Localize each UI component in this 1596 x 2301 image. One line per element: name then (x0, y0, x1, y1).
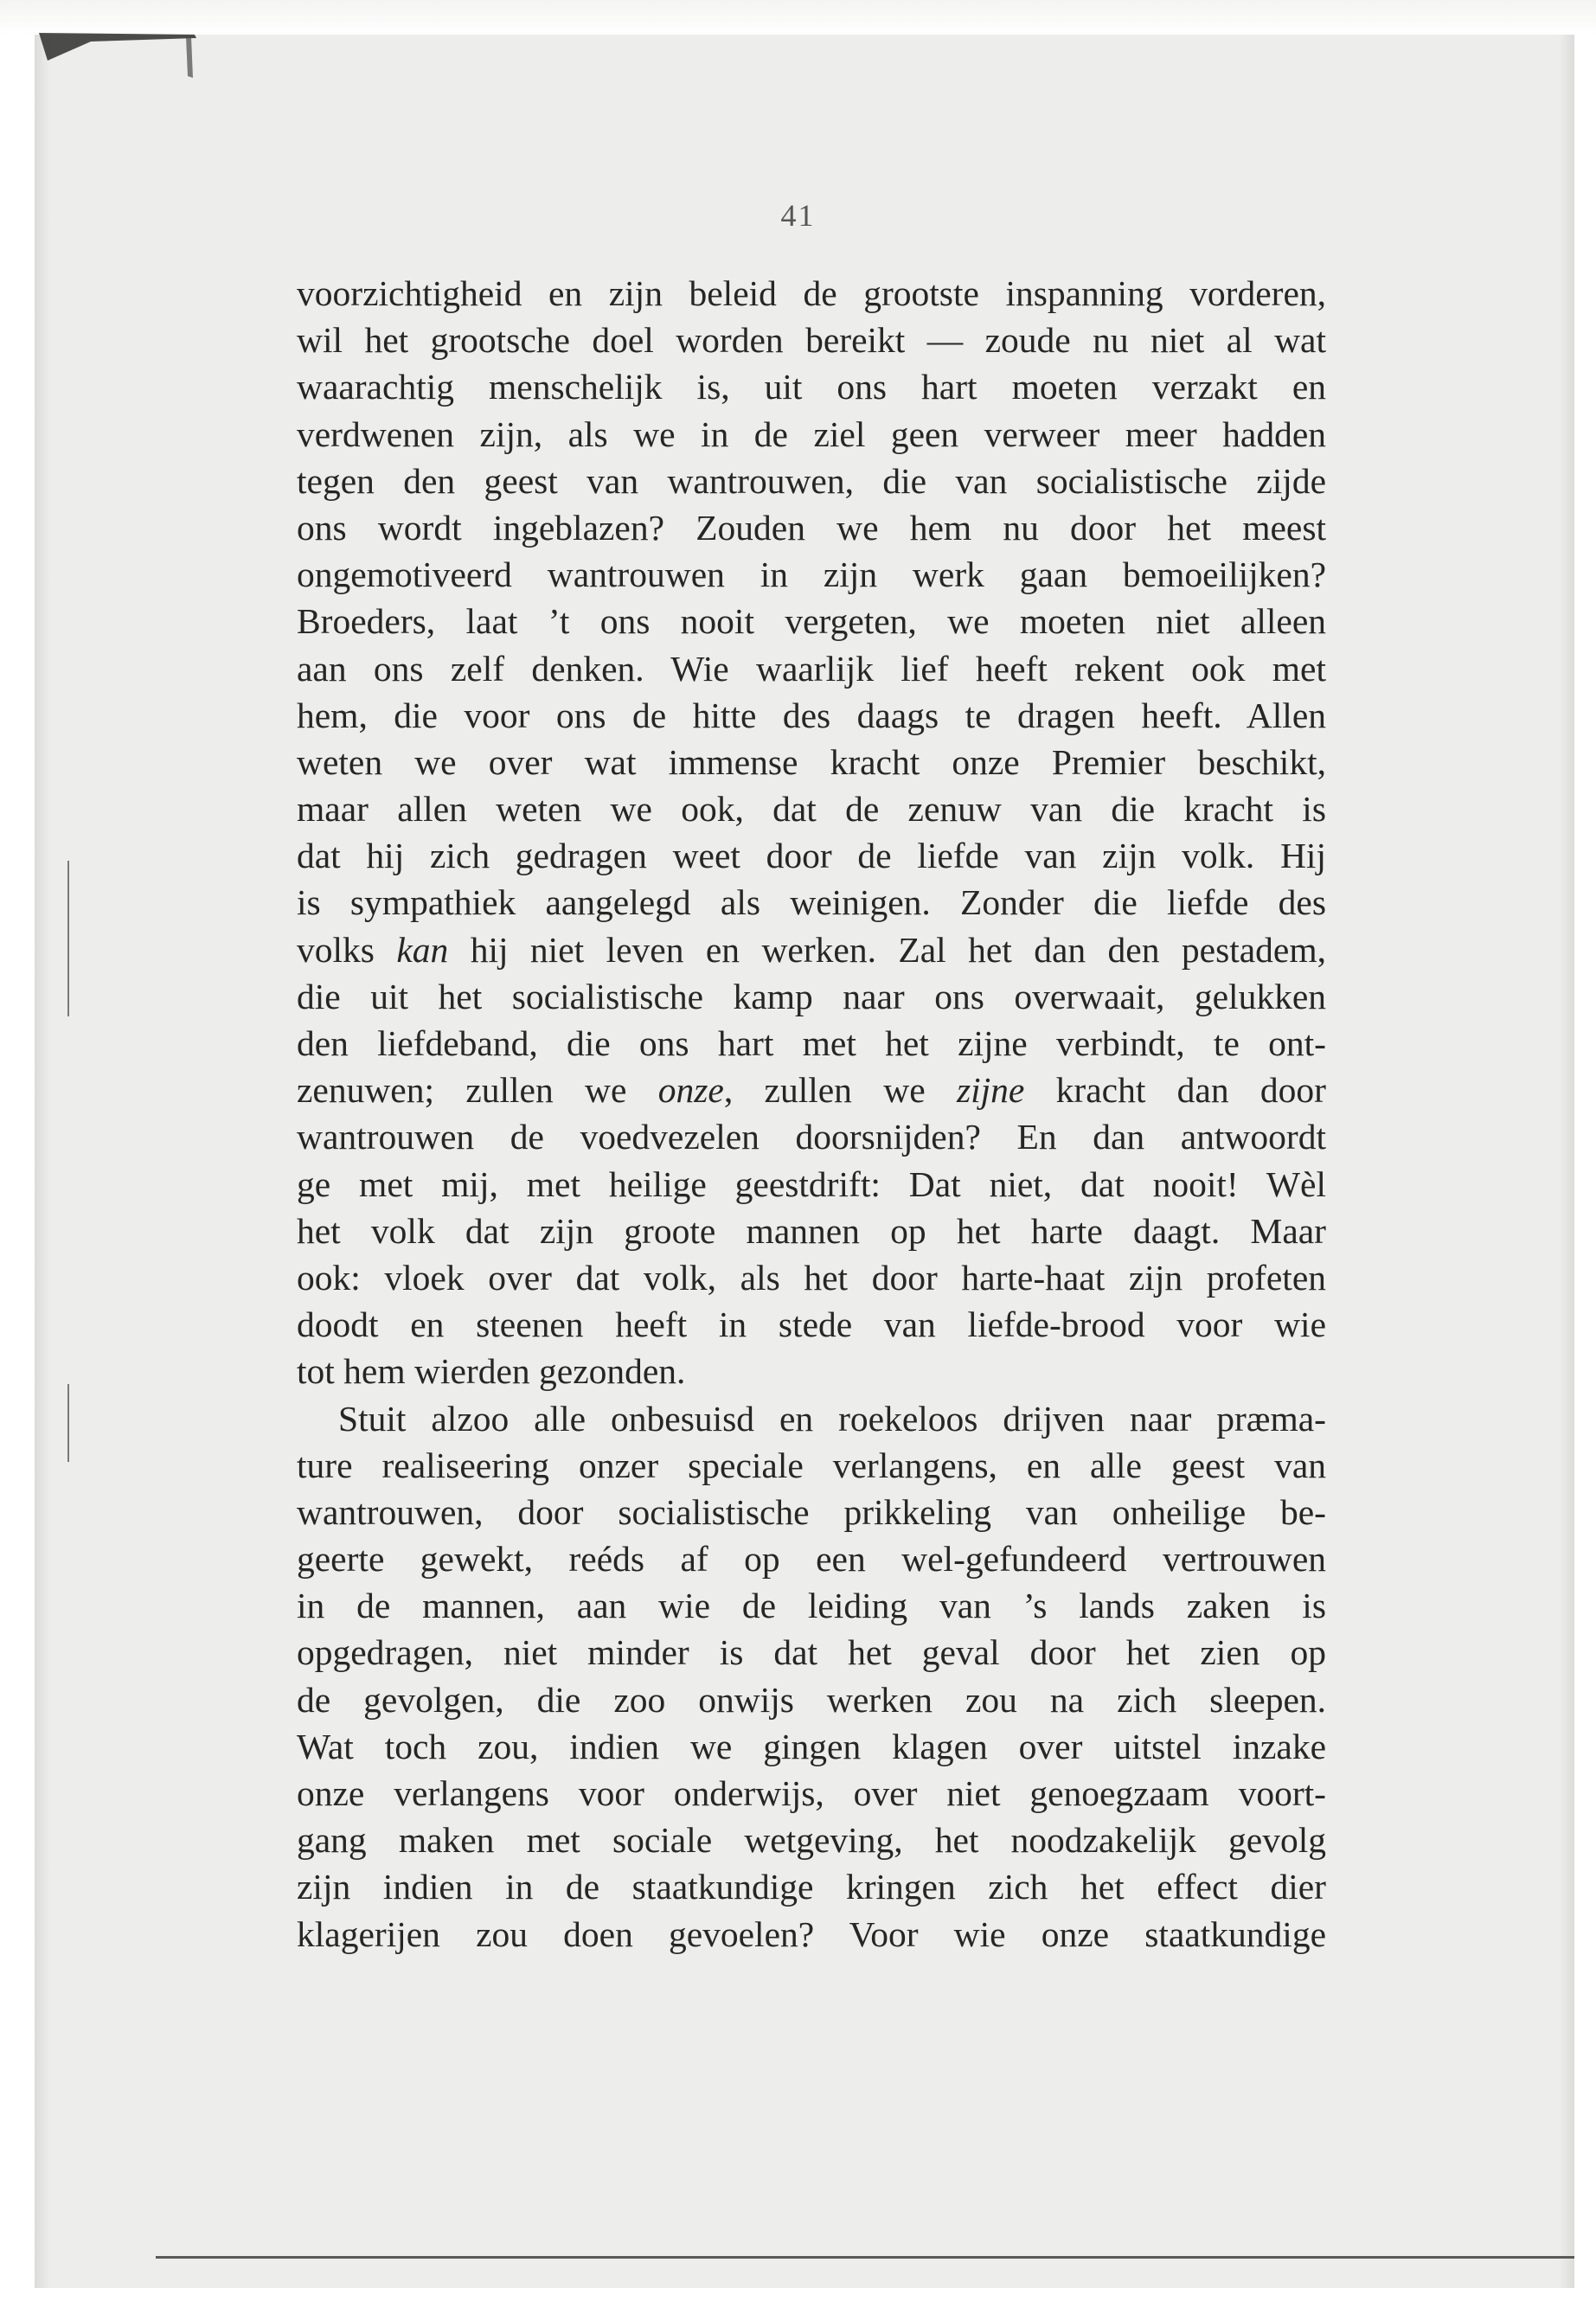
text-line (297, 645, 1326, 692)
text-run: Stuit alzoo alle onbesuisd en roekeloos drijven naar præma- (338, 1398, 1326, 1439)
text-run: tot hem wierden gezonden. (297, 1351, 686, 1392)
text-line (297, 785, 1326, 832)
text-run: ongemotiveerd wantrouwen in zijn werk gaan bemoeilijken? (297, 554, 1326, 595)
text-run: zijn indien in de staatkundige kringen zich het effect dier (297, 1867, 1326, 1907)
text-run: het volk dat zijn groote mannen op het harte daagt. Maar (297, 1210, 1326, 1251)
text-line (297, 598, 1326, 644)
page-left-edge-shadow (35, 35, 50, 2288)
text-line (297, 317, 1326, 363)
text-line (297, 1113, 1326, 1160)
text-run: in de mannen, aan wie de leiding van ’s lands zaken is (297, 1586, 1326, 1626)
text-run: maar allen weten we ook, dat de zenuw van die kracht is (297, 789, 1326, 830)
body-text (297, 270, 1326, 1958)
text-line (297, 411, 1326, 458)
text-line (297, 879, 1326, 926)
text-line (297, 1067, 1326, 1113)
text-line (297, 692, 1326, 739)
text-line (297, 1676, 1326, 1723)
text-line (297, 1489, 1326, 1535)
text-run: de gevolgen, die zoo onwijs werken zou na zich sleepen. (297, 1679, 1326, 1720)
text-line (297, 270, 1326, 317)
text-run: kracht dan door (1024, 1070, 1326, 1111)
text-run: ook: vloek over dat volk, als het door harte-haat zijn profeten (297, 1257, 1326, 1298)
text-run: doodt en steenen heeft in stede van liefde-brood voor wie (297, 1304, 1326, 1345)
text-line (297, 1863, 1326, 1910)
text-line (297, 1770, 1326, 1817)
text-line (297, 1817, 1326, 1863)
scan-top-margin (0, 0, 1596, 35)
text-line (297, 551, 1326, 598)
bottom-scan-edge-line (156, 2256, 1574, 2259)
margin-scan-mark (67, 1384, 69, 1462)
text-run: aan ons zelf denken. Wie waarlijk lief heeft rekent ook met (297, 648, 1326, 689)
text-run: tegen den geest van wantrouwen, die van socialistische zijde (297, 460, 1326, 501)
italic-word: kan (396, 929, 449, 970)
text-line (297, 1723, 1326, 1770)
text-run: wantrouwen de voedvezelen doorsnijden? En dan antwoordt (297, 1117, 1326, 1157)
text-line (297, 1395, 1326, 1442)
text-run: verdwenen zijn, als we in de ziel geen verweer meer hadden (297, 413, 1326, 454)
text-run: dat hij zich gedragen weet door de liefde van zijn volk. Hij (297, 836, 1326, 876)
text-line (297, 1301, 1326, 1348)
text-line (297, 1911, 1326, 1958)
text-run: volks (297, 929, 397, 970)
text-run: wil het grootsche doel worden bereikt — zoude nu niet al wat (297, 320, 1326, 361)
text-line (297, 1254, 1326, 1301)
text-run: ons wordt ingeblazen? Zouden we hem nu door het meest (297, 507, 1326, 548)
text-run: ture realiseering onzer speciale verlangens, en alle geest van (297, 1445, 1326, 1485)
text-line (297, 739, 1326, 785)
text-run: wantrouwen, door socialistische prikkeling van onheilige be- (297, 1491, 1326, 1532)
text-line (297, 973, 1326, 1020)
italic-word: onze (657, 1070, 724, 1111)
text-line (297, 1161, 1326, 1208)
italic-word: zijne (956, 1070, 1025, 1111)
text-run: opgedragen, niet minder is dat het geval door het zien op (297, 1632, 1326, 1673)
text-run: voorzichtigheid en zijn beleid de grootste inspanning vorderen, (297, 273, 1326, 313)
margin-scan-mark (67, 861, 69, 1016)
text-run: Wat toch zou, indien we gingen klagen over uitstel inzake (297, 1726, 1326, 1766)
text-line (297, 1442, 1326, 1489)
text-line (297, 1582, 1326, 1629)
page-number: 41 (780, 198, 816, 233)
text-line (297, 1629, 1326, 1676)
text-run: gang maken met sociale wetgeving, het noodzakelijk gevolg (297, 1820, 1326, 1861)
text-run: geerte gewekt, reéds af op een wel-gefundeerd vertrouwen (297, 1539, 1326, 1580)
text-run: , zullen we (723, 1070, 957, 1111)
text-line (297, 926, 1326, 973)
text-run: weten we over wat immense kracht onze Premier beschikt, (297, 741, 1326, 782)
text-line (297, 1208, 1326, 1254)
text-run: hem, die voor ons de hitte des daags te dragen heeft. Allen (297, 695, 1326, 735)
text-line (297, 832, 1326, 879)
text-run: zenuwen; zullen we (297, 1070, 658, 1111)
page-right-edge-shadow (1559, 35, 1574, 2288)
text-run: is sympathiek aangelegd als weinigen. Zonder die liefde des (297, 882, 1326, 923)
text-run: klagerijen zou doen gevoelen? Voor wie onze staatkundige (297, 1913, 1326, 1954)
text-line (297, 1020, 1326, 1067)
text-line (297, 1348, 1326, 1394)
text-run: ge met mij, met heilige geestdrift: Dat niet, dat nooit! Wèl (297, 1163, 1326, 1204)
text-run: den liefdeband, die ons hart met het zijne verbindt, te ont- (297, 1023, 1326, 1063)
text-line (297, 458, 1326, 504)
text-line (297, 504, 1326, 551)
text-line (297, 1535, 1326, 1582)
text-run: hij niet leven en werken. Zal het dan den pestadem, (448, 929, 1326, 970)
text-run: onze verlangens voor onderwijs, over niet genoegzaam voort- (297, 1773, 1326, 1813)
text-run: waarachtig menschelijk is, uit ons hart moeten verzakt en (297, 367, 1326, 407)
corner-scan-artifact (39, 26, 212, 87)
text-run: die uit het socialistische kamp naar ons overwaait, gelukken (297, 976, 1326, 1016)
text-line (297, 363, 1326, 410)
text-run: Broeders, laat ’t ons nooit vergeten, we moeten niet alleen (297, 601, 1326, 642)
